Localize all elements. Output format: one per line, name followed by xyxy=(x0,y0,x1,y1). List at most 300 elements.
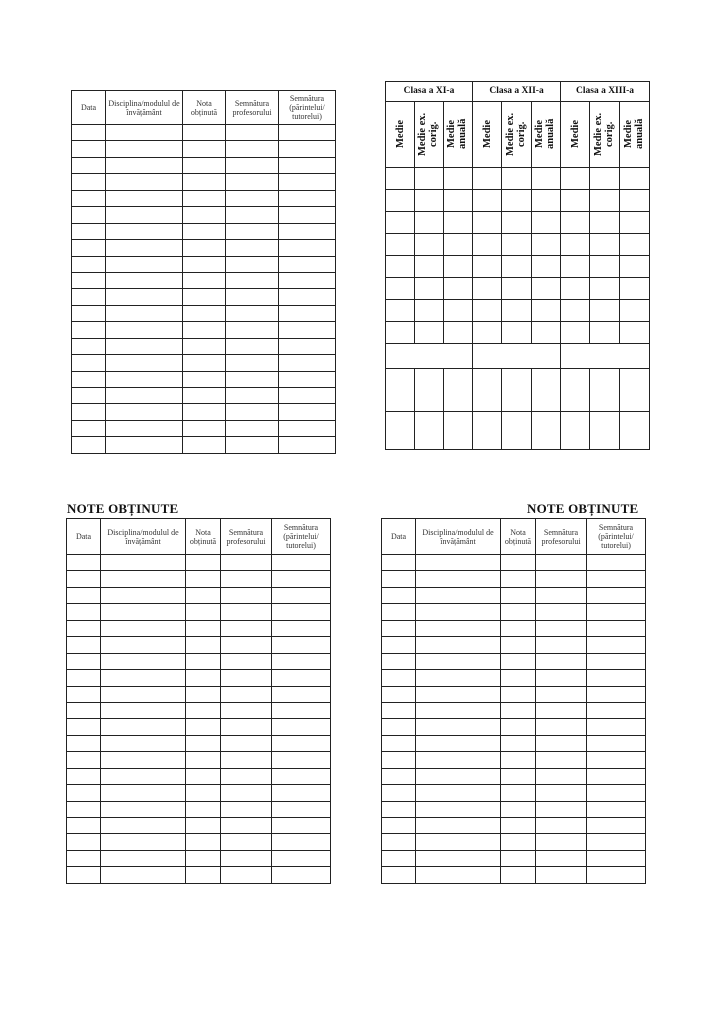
table-cell[interactable] xyxy=(72,305,106,321)
table-cell[interactable] xyxy=(272,653,331,669)
table-cell[interactable] xyxy=(501,818,536,834)
table-cell[interactable] xyxy=(279,388,336,404)
table-cell[interactable] xyxy=(183,240,226,256)
table-cell[interactable] xyxy=(106,190,183,206)
table-cell[interactable] xyxy=(72,223,106,239)
table-cell[interactable] xyxy=(101,818,186,834)
table-cell[interactable] xyxy=(587,834,646,850)
table-cell[interactable] xyxy=(416,752,501,768)
table-cell[interactable] xyxy=(183,388,226,404)
table-cell[interactable] xyxy=(67,620,101,636)
table-cell[interactable] xyxy=(279,240,336,256)
table-cell[interactable] xyxy=(186,785,221,801)
table-cell[interactable] xyxy=(183,371,226,387)
table-cell[interactable] xyxy=(501,801,536,817)
table-cell[interactable] xyxy=(67,867,101,883)
table-cell[interactable] xyxy=(272,768,331,784)
table-cell[interactable] xyxy=(186,604,221,620)
table-cell[interactable] xyxy=(221,620,272,636)
table-cell[interactable] xyxy=(226,157,279,173)
table-cell[interactable] xyxy=(587,702,646,718)
table-cell[interactable] xyxy=(226,207,279,223)
table-cell[interactable] xyxy=(272,719,331,735)
table-cell[interactable] xyxy=(382,604,416,620)
table-cell[interactable] xyxy=(279,404,336,420)
table-cell[interactable] xyxy=(382,850,416,866)
table-cell[interactable] xyxy=(72,388,106,404)
table-cell[interactable] xyxy=(279,256,336,272)
table-cell[interactable] xyxy=(67,850,101,866)
table-cell[interactable] xyxy=(536,719,587,735)
table-cell[interactable] xyxy=(183,125,226,141)
table-cell[interactable] xyxy=(536,571,587,587)
table-cell[interactable] xyxy=(221,637,272,653)
table-cell[interactable] xyxy=(501,834,536,850)
table-cell[interactable] xyxy=(416,653,501,669)
table-cell[interactable] xyxy=(587,686,646,702)
table-cell[interactable] xyxy=(279,371,336,387)
table-cell[interactable] xyxy=(536,637,587,653)
table-cell[interactable] xyxy=(221,867,272,883)
table-cell[interactable] xyxy=(416,555,501,571)
table-cell[interactable] xyxy=(226,289,279,305)
table-cell[interactable] xyxy=(226,404,279,420)
table-cell[interactable] xyxy=(536,604,587,620)
table-cell[interactable] xyxy=(536,670,587,686)
table-cell[interactable] xyxy=(536,785,587,801)
table-cell[interactable] xyxy=(67,686,101,702)
table-cell[interactable] xyxy=(186,768,221,784)
table-cell[interactable] xyxy=(416,620,501,636)
table-cell[interactable] xyxy=(416,867,501,883)
table-cell[interactable] xyxy=(101,735,186,751)
table-cell[interactable] xyxy=(221,555,272,571)
table-cell[interactable] xyxy=(536,620,587,636)
table-cell[interactable] xyxy=(272,785,331,801)
table-cell[interactable] xyxy=(67,768,101,784)
table-cell[interactable] xyxy=(501,867,536,883)
table-cell[interactable] xyxy=(416,702,501,718)
table-cell[interactable] xyxy=(221,818,272,834)
table-cell[interactable] xyxy=(272,620,331,636)
table-cell[interactable] xyxy=(101,670,186,686)
table-cell[interactable] xyxy=(226,141,279,157)
table-cell[interactable] xyxy=(587,555,646,571)
table-cell[interactable] xyxy=(587,653,646,669)
table-cell[interactable] xyxy=(186,670,221,686)
table-cell[interactable] xyxy=(186,702,221,718)
table-cell[interactable] xyxy=(587,604,646,620)
table-cell[interactable] xyxy=(272,867,331,883)
table-cell[interactable] xyxy=(183,141,226,157)
table-cell[interactable] xyxy=(226,355,279,371)
table-cell[interactable] xyxy=(226,272,279,288)
table-cell[interactable] xyxy=(382,867,416,883)
table-cell[interactable] xyxy=(101,752,186,768)
table-cell[interactable] xyxy=(416,768,501,784)
table-cell[interactable] xyxy=(536,768,587,784)
table-cell[interactable] xyxy=(501,620,536,636)
table-cell[interactable] xyxy=(416,834,501,850)
table-cell[interactable] xyxy=(67,834,101,850)
table-cell[interactable] xyxy=(226,305,279,321)
table-cell[interactable] xyxy=(101,555,186,571)
table-cell[interactable] xyxy=(279,322,336,338)
table-cell[interactable] xyxy=(106,207,183,223)
table-cell[interactable] xyxy=(72,437,106,453)
table-cell[interactable] xyxy=(501,735,536,751)
table-cell[interactable] xyxy=(101,768,186,784)
table-cell[interactable] xyxy=(67,801,101,817)
table-cell[interactable] xyxy=(72,157,106,173)
table-cell[interactable] xyxy=(101,620,186,636)
table-cell[interactable] xyxy=(279,420,336,436)
table-cell[interactable] xyxy=(382,834,416,850)
table-cell[interactable] xyxy=(101,785,186,801)
table-cell[interactable] xyxy=(72,207,106,223)
table-cell[interactable] xyxy=(72,240,106,256)
table-cell[interactable] xyxy=(279,141,336,157)
table-cell[interactable] xyxy=(382,719,416,735)
table-cell[interactable] xyxy=(186,555,221,571)
table-cell[interactable] xyxy=(101,604,186,620)
table-cell[interactable] xyxy=(587,620,646,636)
table-cell[interactable] xyxy=(587,637,646,653)
table-cell[interactable] xyxy=(279,272,336,288)
table-cell[interactable] xyxy=(382,587,416,603)
table-cell[interactable] xyxy=(221,785,272,801)
table-cell[interactable] xyxy=(587,768,646,784)
table-cell[interactable] xyxy=(501,850,536,866)
table-cell[interactable] xyxy=(72,256,106,272)
table-cell[interactable] xyxy=(536,587,587,603)
table-cell[interactable] xyxy=(279,305,336,321)
table-cell[interactable] xyxy=(221,768,272,784)
table-cell[interactable] xyxy=(186,867,221,883)
table-cell[interactable] xyxy=(536,850,587,866)
table-cell[interactable] xyxy=(186,587,221,603)
table-cell[interactable] xyxy=(226,125,279,141)
table-cell[interactable] xyxy=(272,637,331,653)
table-cell[interactable] xyxy=(67,752,101,768)
table-cell[interactable] xyxy=(186,801,221,817)
table-cell[interactable] xyxy=(186,686,221,702)
table-cell[interactable] xyxy=(501,686,536,702)
table-cell[interactable] xyxy=(416,850,501,866)
table-cell[interactable] xyxy=(272,670,331,686)
table-cell[interactable] xyxy=(221,752,272,768)
table-cell[interactable] xyxy=(501,555,536,571)
table-cell[interactable] xyxy=(501,702,536,718)
table-cell[interactable] xyxy=(72,371,106,387)
table-cell[interactable] xyxy=(67,587,101,603)
table-cell[interactable] xyxy=(221,850,272,866)
table-cell[interactable] xyxy=(587,571,646,587)
table-cell[interactable] xyxy=(587,867,646,883)
table-cell[interactable] xyxy=(106,289,183,305)
table-cell[interactable] xyxy=(101,834,186,850)
table-cell[interactable] xyxy=(279,223,336,239)
table-cell[interactable] xyxy=(501,571,536,587)
table-cell[interactable] xyxy=(183,174,226,190)
table-cell[interactable] xyxy=(221,604,272,620)
table-cell[interactable] xyxy=(106,174,183,190)
table-cell[interactable] xyxy=(221,686,272,702)
table-cell[interactable] xyxy=(106,256,183,272)
table-cell[interactable] xyxy=(382,620,416,636)
table-cell[interactable] xyxy=(279,338,336,354)
table-cell[interactable] xyxy=(416,719,501,735)
table-cell[interactable] xyxy=(67,818,101,834)
table-cell[interactable] xyxy=(221,719,272,735)
table-cell[interactable] xyxy=(183,190,226,206)
table-cell[interactable] xyxy=(101,686,186,702)
table-cell[interactable] xyxy=(221,653,272,669)
table-cell[interactable] xyxy=(382,785,416,801)
table-cell[interactable] xyxy=(67,670,101,686)
table-cell[interactable] xyxy=(183,223,226,239)
table-cell[interactable] xyxy=(272,818,331,834)
table-cell[interactable] xyxy=(221,801,272,817)
table-cell[interactable] xyxy=(67,555,101,571)
table-cell[interactable] xyxy=(416,735,501,751)
table-cell[interactable] xyxy=(67,785,101,801)
table-cell[interactable] xyxy=(536,867,587,883)
table-cell[interactable] xyxy=(106,437,183,453)
table-cell[interactable] xyxy=(67,719,101,735)
table-cell[interactable] xyxy=(67,604,101,620)
table-cell[interactable] xyxy=(226,322,279,338)
table-cell[interactable] xyxy=(382,735,416,751)
table-cell[interactable] xyxy=(226,190,279,206)
table-cell[interactable] xyxy=(186,850,221,866)
table-cell[interactable] xyxy=(501,637,536,653)
table-cell[interactable] xyxy=(183,355,226,371)
table-cell[interactable] xyxy=(272,571,331,587)
table-cell[interactable] xyxy=(279,174,336,190)
table-cell[interactable] xyxy=(501,604,536,620)
table-cell[interactable] xyxy=(183,272,226,288)
table-cell[interactable] xyxy=(536,834,587,850)
table-cell[interactable] xyxy=(536,735,587,751)
table-cell[interactable] xyxy=(183,207,226,223)
table-cell[interactable] xyxy=(226,240,279,256)
table-cell[interactable] xyxy=(72,125,106,141)
table-cell[interactable] xyxy=(382,768,416,784)
table-cell[interactable] xyxy=(272,555,331,571)
table-cell[interactable] xyxy=(186,637,221,653)
table-cell[interactable] xyxy=(106,355,183,371)
table-cell[interactable] xyxy=(272,850,331,866)
table-cell[interactable] xyxy=(587,670,646,686)
table-cell[interactable] xyxy=(186,719,221,735)
table-cell[interactable] xyxy=(272,604,331,620)
table-cell[interactable] xyxy=(67,735,101,751)
table-cell[interactable] xyxy=(226,437,279,453)
table-cell[interactable] xyxy=(72,322,106,338)
table-cell[interactable] xyxy=(186,620,221,636)
table-cell[interactable] xyxy=(536,752,587,768)
table-cell[interactable] xyxy=(106,240,183,256)
table-cell[interactable] xyxy=(536,702,587,718)
table-cell[interactable] xyxy=(416,801,501,817)
table-cell[interactable] xyxy=(106,371,183,387)
table-cell[interactable] xyxy=(183,157,226,173)
table-cell[interactable] xyxy=(106,157,183,173)
table-cell[interactable] xyxy=(101,587,186,603)
table-cell[interactable] xyxy=(106,125,183,141)
table-cell[interactable] xyxy=(536,555,587,571)
table-cell[interactable] xyxy=(501,670,536,686)
table-cell[interactable] xyxy=(279,157,336,173)
table-cell[interactable] xyxy=(186,752,221,768)
table-cell[interactable] xyxy=(67,653,101,669)
table-cell[interactable] xyxy=(272,735,331,751)
table-cell[interactable] xyxy=(72,355,106,371)
table-cell[interactable] xyxy=(279,125,336,141)
table-cell[interactable] xyxy=(382,686,416,702)
table-cell[interactable] xyxy=(186,653,221,669)
table-cell[interactable] xyxy=(101,571,186,587)
table-cell[interactable] xyxy=(416,670,501,686)
table-cell[interactable] xyxy=(382,801,416,817)
table-cell[interactable] xyxy=(416,686,501,702)
table-cell[interactable] xyxy=(279,437,336,453)
table-cell[interactable] xyxy=(416,818,501,834)
table-cell[interactable] xyxy=(72,420,106,436)
table-cell[interactable] xyxy=(279,207,336,223)
table-cell[interactable] xyxy=(279,355,336,371)
table-cell[interactable] xyxy=(501,719,536,735)
table-cell[interactable] xyxy=(101,653,186,669)
table-cell[interactable] xyxy=(106,322,183,338)
table-cell[interactable] xyxy=(72,272,106,288)
table-cell[interactable] xyxy=(221,834,272,850)
table-cell[interactable] xyxy=(587,785,646,801)
table-cell[interactable] xyxy=(416,785,501,801)
table-cell[interactable] xyxy=(587,850,646,866)
table-cell[interactable] xyxy=(101,801,186,817)
table-cell[interactable] xyxy=(221,571,272,587)
table-cell[interactable] xyxy=(72,404,106,420)
table-cell[interactable] xyxy=(382,818,416,834)
table-cell[interactable] xyxy=(183,420,226,436)
table-cell[interactable] xyxy=(186,571,221,587)
table-cell[interactable] xyxy=(587,587,646,603)
table-cell[interactable] xyxy=(106,141,183,157)
table-cell[interactable] xyxy=(501,752,536,768)
table-cell[interactable] xyxy=(501,587,536,603)
table-cell[interactable] xyxy=(382,702,416,718)
table-cell[interactable] xyxy=(587,752,646,768)
table-cell[interactable] xyxy=(106,420,183,436)
table-cell[interactable] xyxy=(221,670,272,686)
table-cell[interactable] xyxy=(106,223,183,239)
table-cell[interactable] xyxy=(101,850,186,866)
table-cell[interactable] xyxy=(186,818,221,834)
table-cell[interactable] xyxy=(226,256,279,272)
table-cell[interactable] xyxy=(226,371,279,387)
table-cell[interactable] xyxy=(226,174,279,190)
table-cell[interactable] xyxy=(416,604,501,620)
table-cell[interactable] xyxy=(72,174,106,190)
table-cell[interactable] xyxy=(501,785,536,801)
table-cell[interactable] xyxy=(106,338,183,354)
table-cell[interactable] xyxy=(536,818,587,834)
table-cell[interactable] xyxy=(382,653,416,669)
table-cell[interactable] xyxy=(106,305,183,321)
table-cell[interactable] xyxy=(183,404,226,420)
table-cell[interactable] xyxy=(101,702,186,718)
table-cell[interactable] xyxy=(106,272,183,288)
table-cell[interactable] xyxy=(72,141,106,157)
table-cell[interactable] xyxy=(587,735,646,751)
table-cell[interactable] xyxy=(382,752,416,768)
table-cell[interactable] xyxy=(183,256,226,272)
table-cell[interactable] xyxy=(101,637,186,653)
table-cell[interactable] xyxy=(221,735,272,751)
table-cell[interactable] xyxy=(382,555,416,571)
table-cell[interactable] xyxy=(226,388,279,404)
table-cell[interactable] xyxy=(72,190,106,206)
table-cell[interactable] xyxy=(72,289,106,305)
table-cell[interactable] xyxy=(382,670,416,686)
table-cell[interactable] xyxy=(221,587,272,603)
table-cell[interactable] xyxy=(536,653,587,669)
table-cell[interactable] xyxy=(272,686,331,702)
table-cell[interactable] xyxy=(416,571,501,587)
table-cell[interactable] xyxy=(272,702,331,718)
table-cell[interactable] xyxy=(183,305,226,321)
table-cell[interactable] xyxy=(72,338,106,354)
table-cell[interactable] xyxy=(183,338,226,354)
table-cell[interactable] xyxy=(67,702,101,718)
table-cell[interactable] xyxy=(272,834,331,850)
table-cell[interactable] xyxy=(382,637,416,653)
table-cell[interactable] xyxy=(106,388,183,404)
table-cell[interactable] xyxy=(416,587,501,603)
table-cell[interactable] xyxy=(501,768,536,784)
table-cell[interactable] xyxy=(272,801,331,817)
table-cell[interactable] xyxy=(221,702,272,718)
table-cell[interactable] xyxy=(279,289,336,305)
table-cell[interactable] xyxy=(501,653,536,669)
table-cell[interactable] xyxy=(183,289,226,305)
table-cell[interactable] xyxy=(587,719,646,735)
table-cell[interactable] xyxy=(536,686,587,702)
table-cell[interactable] xyxy=(226,338,279,354)
table-cell[interactable] xyxy=(279,190,336,206)
table-cell[interactable] xyxy=(272,752,331,768)
table-cell[interactable] xyxy=(382,571,416,587)
table-cell[interactable] xyxy=(186,834,221,850)
table-cell[interactable] xyxy=(226,420,279,436)
table-cell[interactable] xyxy=(101,867,186,883)
table-cell[interactable] xyxy=(186,735,221,751)
table-cell[interactable] xyxy=(183,322,226,338)
table-cell[interactable] xyxy=(272,587,331,603)
table-cell[interactable] xyxy=(101,719,186,735)
table-cell[interactable] xyxy=(183,437,226,453)
table-cell[interactable] xyxy=(226,223,279,239)
table-cell[interactable] xyxy=(587,801,646,817)
table-cell[interactable] xyxy=(106,404,183,420)
table-cell[interactable] xyxy=(536,801,587,817)
table-cell[interactable] xyxy=(67,571,101,587)
table-cell[interactable] xyxy=(416,637,501,653)
table-cell[interactable] xyxy=(587,818,646,834)
table-cell[interactable] xyxy=(67,637,101,653)
